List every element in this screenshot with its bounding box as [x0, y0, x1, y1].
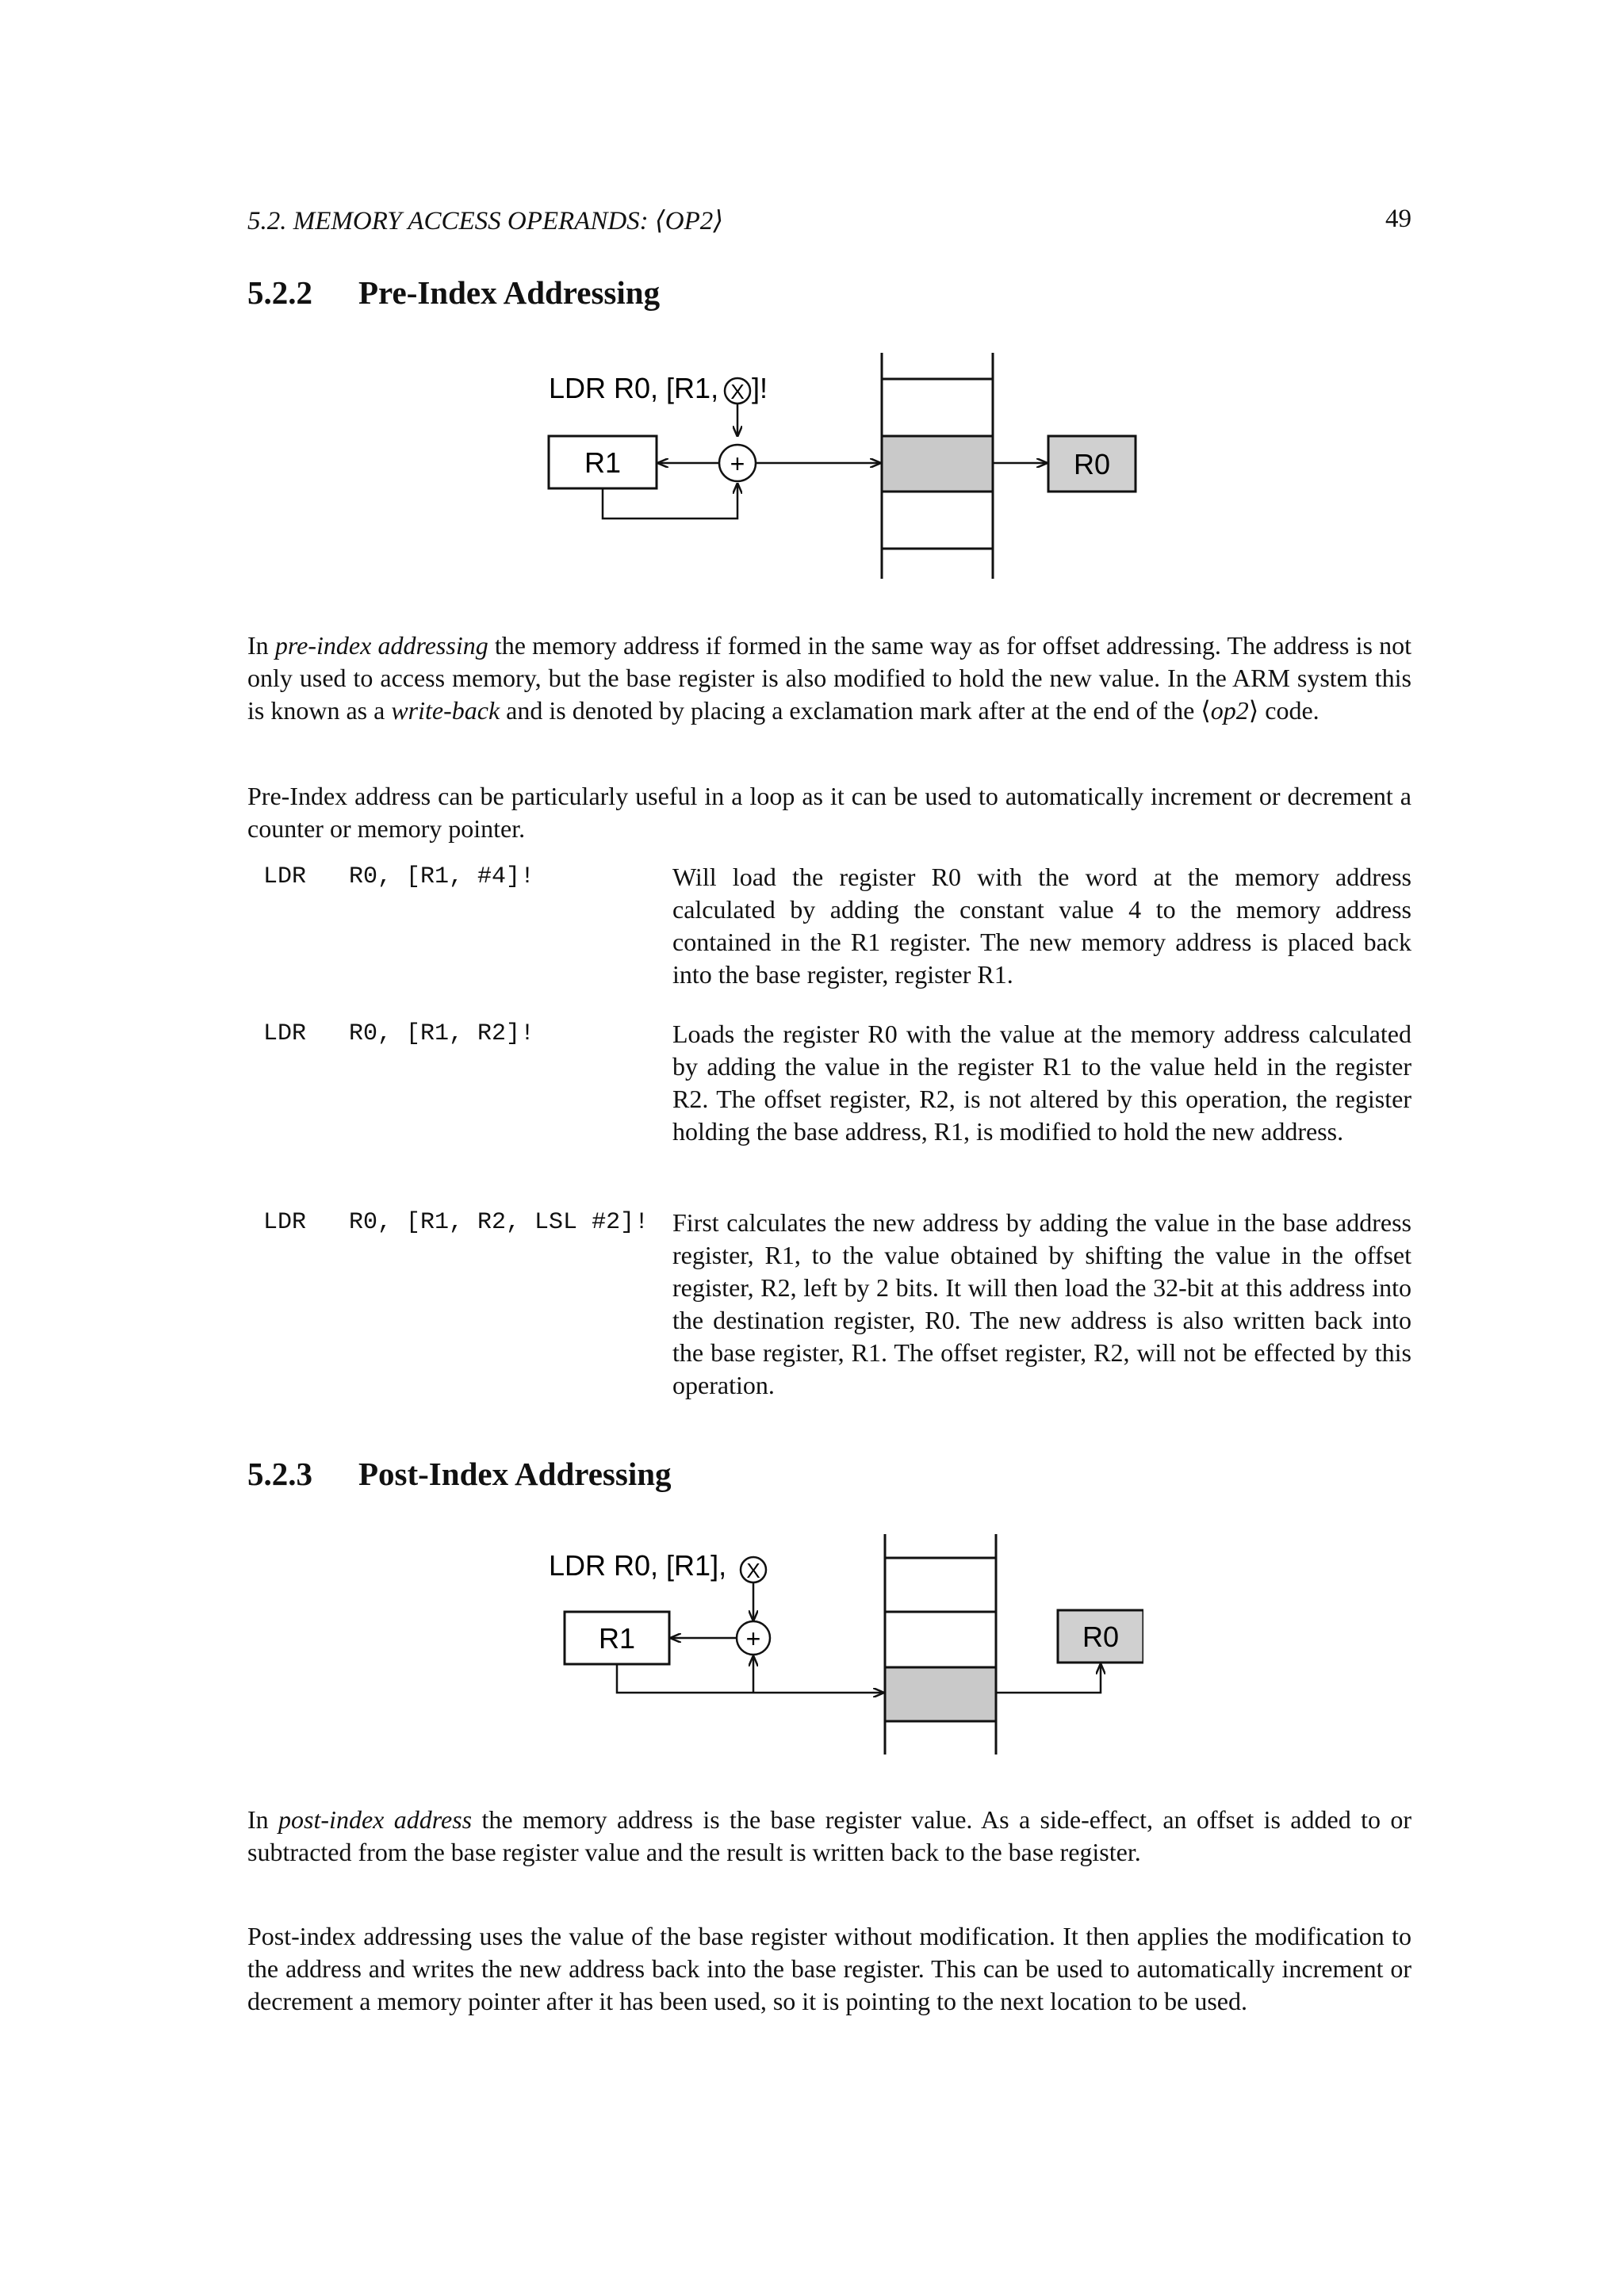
adder-symbol: + [745, 1624, 761, 1653]
page-number: 49 [1385, 205, 1411, 233]
example-description: First calculates the new address by adding the value in the base address register, R1, to the value obtained by shifting the value in the offset register, R2, left by 2 bits. It will then load the 32-bit at this address into the destination register, R0. The new address is also written back into the base register, R1. The offset register, R2, will not be effected by this operation. [672, 1208, 1411, 1399]
post-index-paragraph-2: Post-index addressing uses the value of the base register without modification. It then applies the modification to the address and writes the new address back into the base register. This can be used to automatically increment or decrement a memory pointer after it has been used, so it is pointing to the next location to be used. [247, 1922, 1411, 2015]
heading-number: 5.2.2 [247, 274, 312, 311]
memory-cell-accessed [882, 436, 993, 492]
address-arrow [617, 1664, 883, 1693]
emphasis-term: op2 [1210, 696, 1249, 725]
text-run: and is denoted by placing a exclamation mark after at the end of the ⟨ [500, 696, 1211, 725]
post-index-diagram [541, 1534, 1143, 1764]
heading-pre-index [247, 274, 660, 312]
heading-post-index [247, 1455, 672, 1493]
base-register-label: R1 [598, 1622, 636, 1655]
pre-instruction-suffix: ]! [752, 372, 768, 404]
example-code: LDR R0, [R1, R2, LSL #2]! [263, 1209, 649, 1236]
example-description: Will load the register R0 with the word at the memory address calculated by adding the constant value 4 to the memory address contained in the R1 register. The new memory address is placed back into the base register, register R1. [672, 863, 1411, 989]
emphasis-term: write-back [391, 696, 500, 725]
post-instruction-text: LDR R0, [R1], [549, 1549, 727, 1582]
pre-index-diagram [541, 349, 1143, 579]
text-run: ⟩ code. [1248, 696, 1320, 725]
heading-number: 5.2.3 [247, 1456, 312, 1492]
heading-title: Post-Index Addressing [358, 1456, 672, 1492]
running-header [247, 205, 1411, 239]
pre-index-diagram-svg [541, 349, 1143, 579]
text-run: the memory address if formed in the same way as for offset addressing. The address is not only used to access memory, but the base register is also modified to hold the new value. In the ARM system this is known as a [247, 631, 1412, 725]
pre-instruction-text: LDR R0, [R1, [549, 372, 719, 404]
text-run: In [247, 631, 275, 660]
offset-symbol: X [746, 1559, 760, 1582]
offset-symbol: X [730, 380, 745, 404]
section-title: 5.2. MEMORY ACCESS OPERANDS: ⟨OP2⟩ [247, 207, 724, 235]
pre-index-paragraph-2: Pre-Index address can be particularly useful in a loop as it can be used to automatically increment or decrement a counter or memory pointer. [247, 782, 1411, 843]
load-arrow [996, 1664, 1101, 1693]
example-description: Loads the register R0 with the value at the memory address calculated by adding the value in the register R1 to the value held in the register R2. The offset register, R2, is not altered by this operation, the register holding the base address, R1, is modified to hold the new address. [672, 1020, 1411, 1146]
dest-register-label: R0 [1082, 1621, 1120, 1653]
dest-register-label: R0 [1073, 448, 1111, 480]
example-code: LDR R0, [R1, #4]! [263, 863, 535, 890]
post-index-diagram-svg [541, 1534, 1143, 1764]
adder-symbol: + [730, 450, 745, 478]
emphasis-term: pre-index addressing [274, 631, 488, 660]
pre-index-paragraph-1 [247, 629, 1411, 727]
emphasis-term: post-index address [278, 1805, 473, 1834]
example-code: LDR R0, [R1, R2]! [263, 1020, 535, 1047]
heading-title: Pre-Index Addressing [358, 274, 661, 311]
base-register-label: R1 [584, 446, 622, 479]
memory-cell-accessed [885, 1667, 996, 1721]
post-index-paragraph-1 [247, 1804, 1411, 1869]
text-run: In [247, 1805, 279, 1834]
document-page [247, 0, 1411, 2296]
text-run: the memory address is the base register value. As a side-effect, an offset is added to or subtracted from the base register value and the result is written back to the base register. [247, 1805, 1412, 1866]
